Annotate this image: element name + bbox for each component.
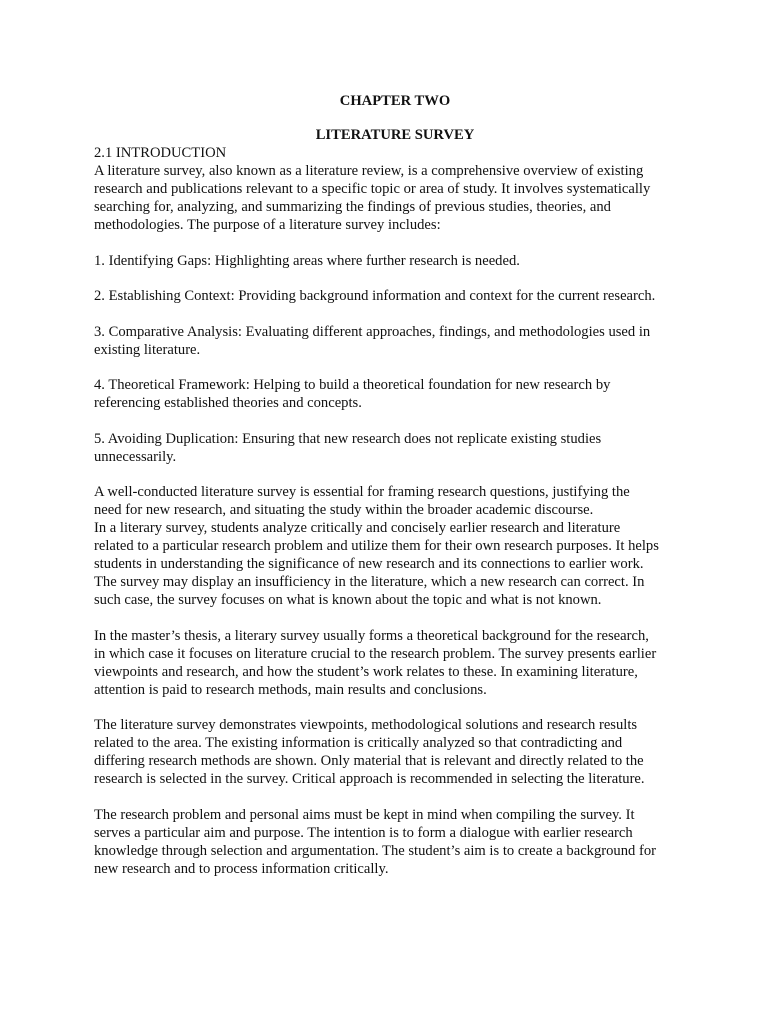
- paragraph-line: related to the area. The existing information is critically analyzed so that contradicting and: [94, 735, 623, 751]
- paragraph-line: unnecessarily.: [94, 448, 177, 465]
- paragraph: [94, 323, 684, 359]
- paragraph: [94, 483, 684, 609]
- paragraph-line: The literature survey demonstrates viewpoints, methodological solutions and research results: [94, 717, 638, 733]
- subsection-heading: 2.1 INTRODUCTION: [94, 145, 227, 161]
- paragraph: [94, 806, 684, 878]
- paragraph-line: 1. Identifying Gaps: Highlighting areas where further research is needed.: [94, 252, 520, 269]
- paragraph-line: new research and to process information critically.: [94, 860, 389, 877]
- paragraph-line: 3. Comparative Analysis: Evaluating different approaches, findings, and methodologies used in: [94, 323, 651, 340]
- paragraph-line: need for new research, and situating the study within the broader academic discourse.: [94, 502, 594, 518]
- paragraph-line: A literature survey, also known as a literature review, is a comprehensive overview of existing: [94, 163, 644, 179]
- section-heading: LITERATURE SURVEY: [315, 127, 475, 143]
- paragraph-line: attention is paid to research methods, main results and conclusions.: [94, 681, 487, 698]
- paragraph-line: research and publications relevant to a specific topic or area of study. It involves systematically: [94, 181, 651, 197]
- paragraph-line: knowledge through selection and argumentation. The student’s aim is to create a background for: [94, 842, 656, 859]
- paragraph-list: [94, 162, 684, 878]
- chapter-title: CHAPTER TWO: [339, 93, 451, 109]
- paragraph: [94, 287, 684, 305]
- paragraph-line: A well-conducted literature survey is essential for framing research questions, justifying the: [94, 484, 630, 500]
- paragraph: [94, 162, 684, 234]
- paragraph-line: In the master’s thesis, a literary survey usually forms a theoretical background for the research,: [94, 627, 649, 644]
- paragraph-line: searching for, analyzing, and summarizing the findings of previous studies, theories, and: [94, 199, 611, 215]
- paragraph-line: 4. Theoretical Framework: Helping to build a theoretical foundation for new research by: [94, 377, 611, 393]
- paragraph-line: The research problem and personal aims must be kept in mind when compiling the survey. It: [94, 806, 635, 823]
- paragraph-line: methodologies. The purpose of a literature survey includes:: [94, 217, 441, 233]
- paragraph: [94, 627, 684, 699]
- paragraph-line: 2. Establishing Context: Providing background information and context for the current research.: [94, 288, 656, 304]
- paragraph: [94, 430, 684, 466]
- paragraph: [94, 252, 684, 270]
- paragraph-line: in which case it focuses on literature crucial to the research problem. The survey presents earlier: [94, 645, 657, 662]
- paragraph-line: The survey may display an insufficiency in the literature, which a new research can correct. In: [94, 574, 645, 590]
- paragraph-line: research is selected in the survey. Critical approach is recommended in selecting the literature.: [94, 771, 645, 787]
- paragraph-line: viewpoints and research, and how the student’s work relates to these. In examining literature,: [94, 663, 638, 680]
- paragraph-line: serves a particular aim and purpose. The intention is to form a dialogue with earlier research: [94, 824, 633, 841]
- paragraph: [94, 716, 684, 788]
- paragraph-line: related to a particular research problem and utilize them for their own research purposes. It helps: [94, 538, 659, 554]
- document-body: [94, 92, 684, 895]
- paragraph-line: students in understanding the significance of new research and its connections to earlier work.: [94, 556, 644, 572]
- paragraph-line: 5. Avoiding Duplication: Ensuring that new research does not replicate existing studies: [94, 430, 602, 447]
- paragraph-line: such case, the survey focuses on what is known about the topic and what is not known.: [94, 592, 602, 608]
- paragraph-line: existing literature.: [94, 341, 201, 358]
- paragraph: [94, 376, 684, 412]
- paragraph-line: differing research methods are shown. Only material that is relevant and directly related to the: [94, 753, 644, 769]
- paragraph-line: referencing established theories and concepts.: [94, 395, 362, 411]
- paragraph-line: In a literary survey, students analyze critically and concisely earlier research and literature: [94, 520, 621, 536]
